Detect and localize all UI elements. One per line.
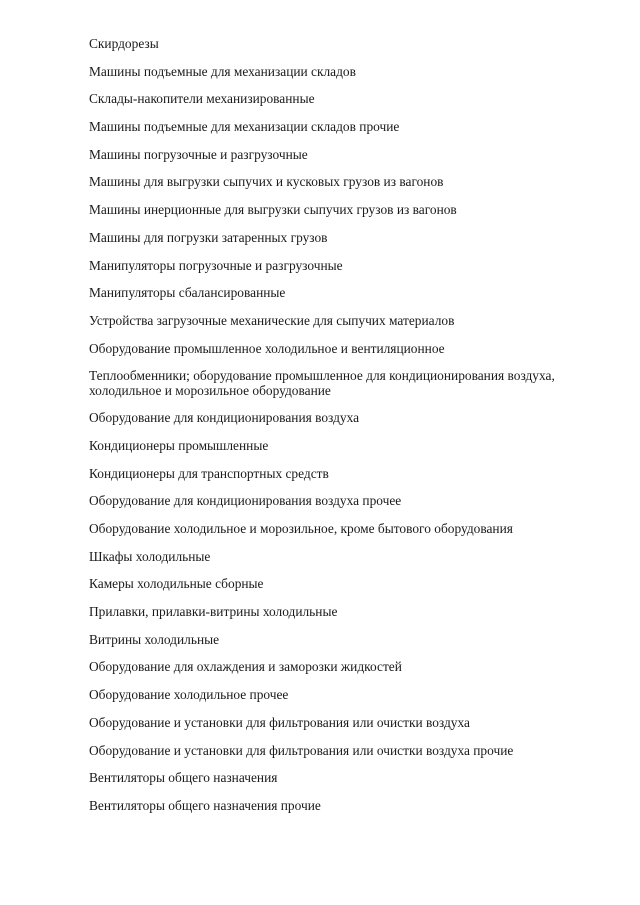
list-item: Вентиляторы общего назначения (89, 770, 278, 786)
list-item: Камеры холодильные сборные (89, 576, 264, 592)
list-item: Машины подъемные для механизации складов прочие (89, 119, 400, 135)
list-item: Шкафы холодильные (89, 548, 211, 564)
list-item: Оборудование холодильное прочее (89, 687, 289, 703)
list-item: Оборудование для охлаждения и заморозки жидкостей (89, 659, 402, 675)
list-item: Оборудование холодильное и морозильное, кроме бытового оборудования (89, 521, 513, 536)
list-item: Теплообменники; оборудование промышленное для кондиционирования воздуха, холодильное и морозильное оборудование (89, 368, 555, 399)
list-item: Машины подъемные для механизации складов (89, 63, 356, 79)
list-item: Машины для выгрузки сыпучих и кусковых грузов из вагонов (89, 174, 444, 190)
list-item: Оборудование для кондиционирования воздуха прочее (89, 493, 402, 509)
list-item: Оборудование и установки для фильтрования или очистки воздуха прочие (89, 742, 514, 758)
list-item: Кондиционеры для транспортных средств (89, 465, 329, 481)
list-item: Оборудование для кондиционирования воздуха (89, 410, 360, 426)
list-item: Манипуляторы сбалансированные (89, 285, 286, 301)
list-item: Машины погрузочные и разгрузочные (89, 146, 308, 162)
list-item: Манипуляторы погрузочные и разгрузочные (89, 257, 343, 273)
list-item: Оборудование и установки для фильтрования или очистки воздуха (89, 714, 470, 730)
list-item: Машины инерционные для выгрузки сыпучих грузов из вагонов (89, 202, 457, 218)
list-item: Витрины холодильные (89, 631, 220, 647)
list-item: Кондиционеры промышленные (89, 437, 269, 453)
list-item: Прилавки, прилавки-витрины холодильные (89, 604, 338, 620)
list-item: Скирдорезы (89, 36, 159, 51)
list-item: Машины для погрузки затаренных грузов (89, 229, 328, 245)
list-item: Вентиляторы общего назначения прочие (89, 797, 321, 813)
list-item: Устройства загрузочные механические для сыпучих материалов (89, 312, 455, 328)
equipment-list (89, 36, 589, 826)
list-item: Оборудование промышленное холодильное и вентиляционное (89, 340, 445, 356)
list-item: Склады-накопители механизированные (89, 91, 315, 107)
